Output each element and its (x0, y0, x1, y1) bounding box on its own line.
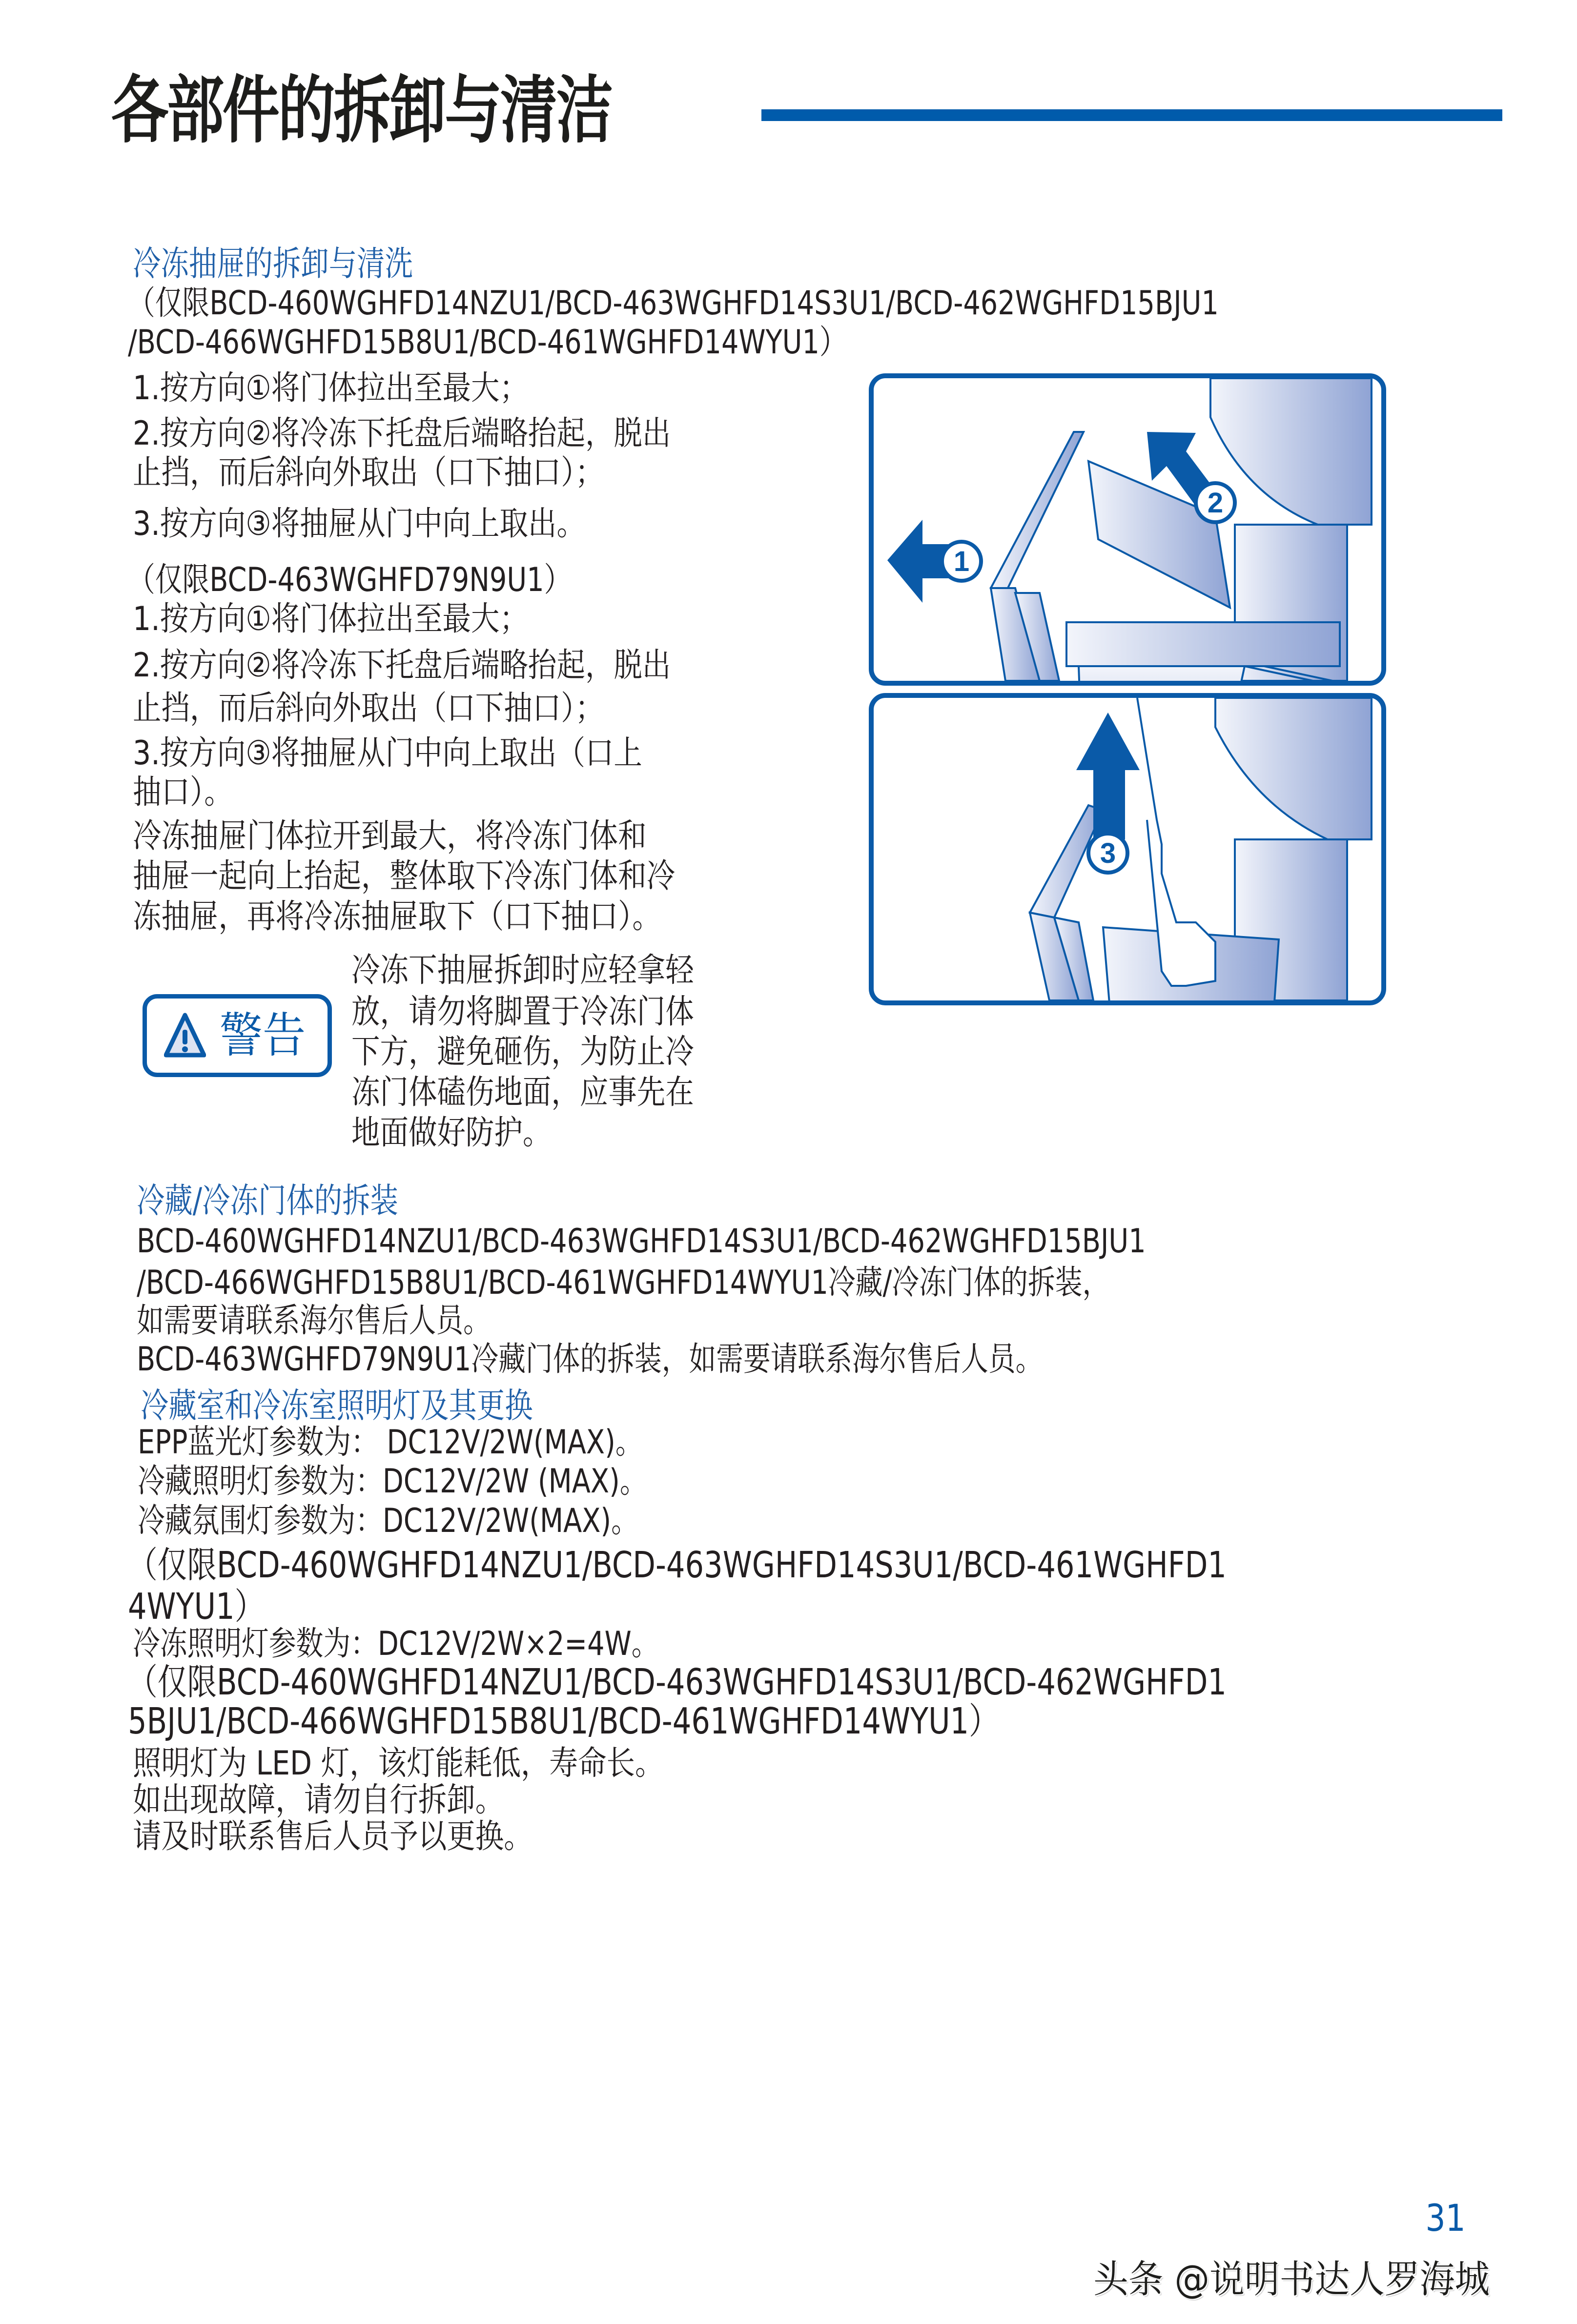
svg-text:2: 2 (1207, 487, 1224, 519)
section-heading-door: 冷藏/冷冻门体的拆装 (137, 1181, 398, 1221)
figure-lift-drawer-up (869, 693, 1386, 1005)
step-line: 1.按方向①将门体拉出至最大； (133, 369, 528, 408)
warning-triangle-icon (164, 1012, 206, 1059)
watermark: 头条 @说明书达人罗海城 (1093, 2258, 1490, 2302)
step-line: 冻抽屉，再将冷冻抽屉取下（口下抽口）。 (133, 897, 661, 936)
warning-text-line: 冻门体磕伤地面，应事先在 (351, 1073, 694, 1112)
step-line: 冷冻抽屉门体拉开到最大，将冷冻门体和 (133, 817, 647, 856)
door-line: /BCD-466WGHFD15B8U1/BCD-461WGHFD14WYU1冷藏/冷冻门体的拆装， (137, 1264, 1110, 1302)
door-line: 如需要请联系海尔售后人员。 (137, 1302, 491, 1340)
light-line: （仅限BCD-460WGHFD14NZU1/BCD-463WGHFD14S3U1/BCD-461WGHFD1 (128, 1544, 1227, 1586)
step-line: 止挡，而后斜向外取出（口下抽口）； (133, 453, 604, 492)
light-line: 照明灯为 LED 灯，该灯能耗低，寿命长。 (133, 1744, 664, 1783)
door-line: BCD-463WGHFD79N9U1冷藏门体的拆装，如需要请联系海尔售后人员。 (137, 1340, 1043, 1379)
models-line: /BCD-466WGHFD15B8U1/BCD-461WGHFD14WYU1） (128, 323, 847, 362)
models-line: （仅限BCD-460WGHFD14NZU1/BCD-463WGHFD14S3U1/BCD-462WGHFD15BJU1 (128, 284, 1219, 323)
light-line: 4WYU1） (128, 1586, 265, 1628)
step-line: 2.按方向②将冷冻下托盘后端略抬起，脱出 (133, 646, 671, 685)
step-line: 3.按方向③将抽屉从门中向上取出。 (133, 505, 585, 543)
warning-text-line: 放，请勿将脚置于冷冻门体 (351, 993, 694, 1031)
page-title: 各部件的拆卸与清洁 (111, 68, 612, 153)
door-line: BCD-460WGHFD14NZU1/BCD-463WGHFD14S3U1/BCD-462WGHFD15BJU1 (137, 1222, 1146, 1261)
warning-text-line: 冷冻下抽屉拆卸时应轻拿轻 (351, 951, 694, 990)
step-line: 2.按方向②将冷冻下托盘后端略抬起，脱出 (133, 414, 671, 453)
step-line: 抽屉一起向上抬起，整体取下冷冻门体和冷 (133, 857, 676, 896)
model-b-line: （仅限BCD-463WGHFD79N9U1） (128, 561, 572, 599)
warning-label: 警告 (219, 1008, 306, 1063)
warning-badge (143, 994, 332, 1077)
light-line: （仅限BCD-460WGHFD14NZU1/BCD-463WGHFD14S3U1/BCD-462WGHFD1 (128, 1661, 1227, 1703)
light-line: EPP蓝光灯参数为： DC12V/2W(MAX)。 (138, 1423, 643, 1462)
warning-text-line: 下方，避免砸伤，为防止冷 (351, 1033, 694, 1071)
light-line: 冷藏照明灯参数为：DC12V/2W (MAX)。 (138, 1462, 647, 1501)
drawer-removal-illustration-2 (874, 698, 1381, 1000)
section-heading-drawer: 冷冻抽屉的拆卸与清洗 (133, 244, 413, 284)
svg-text:3: 3 (1100, 837, 1116, 869)
title-rule (761, 109, 1502, 121)
light-line: 请及时联系售后人员予以更换。 (133, 1817, 532, 1856)
svg-text:1: 1 (953, 546, 970, 577)
page-number: 31 (1425, 2196, 1466, 2240)
light-line: 冷冻照明灯参数为：DC12V/2W×2=4W。 (133, 1625, 659, 1663)
light-line: 5BJU1/BCD-466WGHFD15B8U1/BCD-461WGHFD14WYU1） (128, 1700, 999, 1742)
warning-text-line: 地面做好防护。 (351, 1114, 552, 1152)
drawer-removal-illustration-1 (874, 378, 1381, 681)
figure-pull-door-lift-tray (869, 373, 1386, 686)
step-line: 止挡，而后斜向外取出（口下抽口）； (133, 689, 604, 728)
section-heading-light: 冷藏室和冷冻室照明灯及其更换 (141, 1386, 533, 1426)
light-line: 冷藏氛围灯参数为：DC12V/2W(MAX)。 (138, 1502, 638, 1540)
step-line: 抽口）。 (133, 773, 233, 812)
step-line: 3.按方向③将抽屉从门中向上取出（口上 (133, 734, 642, 773)
step-line: 1.按方向①将门体拉出至最大； (133, 600, 528, 638)
light-line: 如出现故障，请勿自行拆卸。 (133, 1781, 504, 1819)
